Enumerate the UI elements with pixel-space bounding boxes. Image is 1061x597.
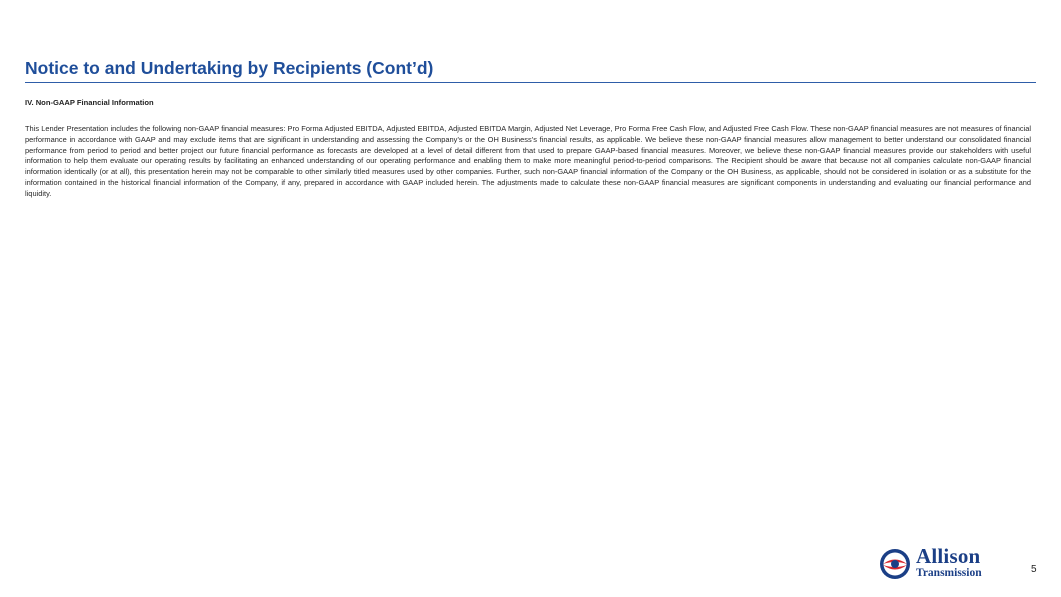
section-heading: IV. Non-GAAP Financial Information	[25, 98, 154, 107]
title-divider	[25, 82, 1036, 83]
body-paragraph: This Lender Presentation includes the following non-GAAP financial measures: Pro Forma Adjusted EBITDA, Adjusted EBITDA, Adjusted EBITDA Margin, Adjusted Net Leverage, Pro Forma Free Cash Flow, and Adjusted Free Cash Flow. These non-GAAP financial measures are not measures of financial performance in accordance with GAAP and may exclude items that are significant in understanding and assessing the Company’s or the OH Business’s financial results, as applicable. We believe these non-GAAP financial measures allow management to better understand our consolidated financial performance from period to period and better project our future financial performance as forecasts are developed at a level of detail different from that used to prepare GAAP-based financial measures. Moreover, we believe these non-GAAP financial measures provide our stakeholders with useful information to help them evaluate our operating results by facilitating an enhanced understanding of our operating performance and enabling them to make more meaningful period-to-period comparisons. The Recipient should be aware that because not all companies calculate non-GAAP financial information identically (or at all), this presentation herein may not be comparable to other similarly titled measures used by other companies. Further, such non-GAAP financial information of the Company or the OH Business, as applicable, should not be considered in isolation or as a substitute for the information contained in the historical financial information of the Company, if any, prepared in accordance with GAAP included herein. The adjustments made to calculate these non-GAAP financial measures are significant components in understanding and evaluating our financial performance and liquidity.	[25, 124, 1031, 198]
page-title: Notice to and Undertaking by Recipients (Cont’d)	[25, 58, 434, 78]
allison-logo	[879, 544, 1007, 581]
logo-wordmark-transmission: Transmission	[916, 567, 982, 579]
page-number: 5	[1031, 564, 1037, 575]
logo-wordmark-allison: Allison	[916, 544, 981, 568]
allison-logo-icon	[879, 548, 911, 580]
